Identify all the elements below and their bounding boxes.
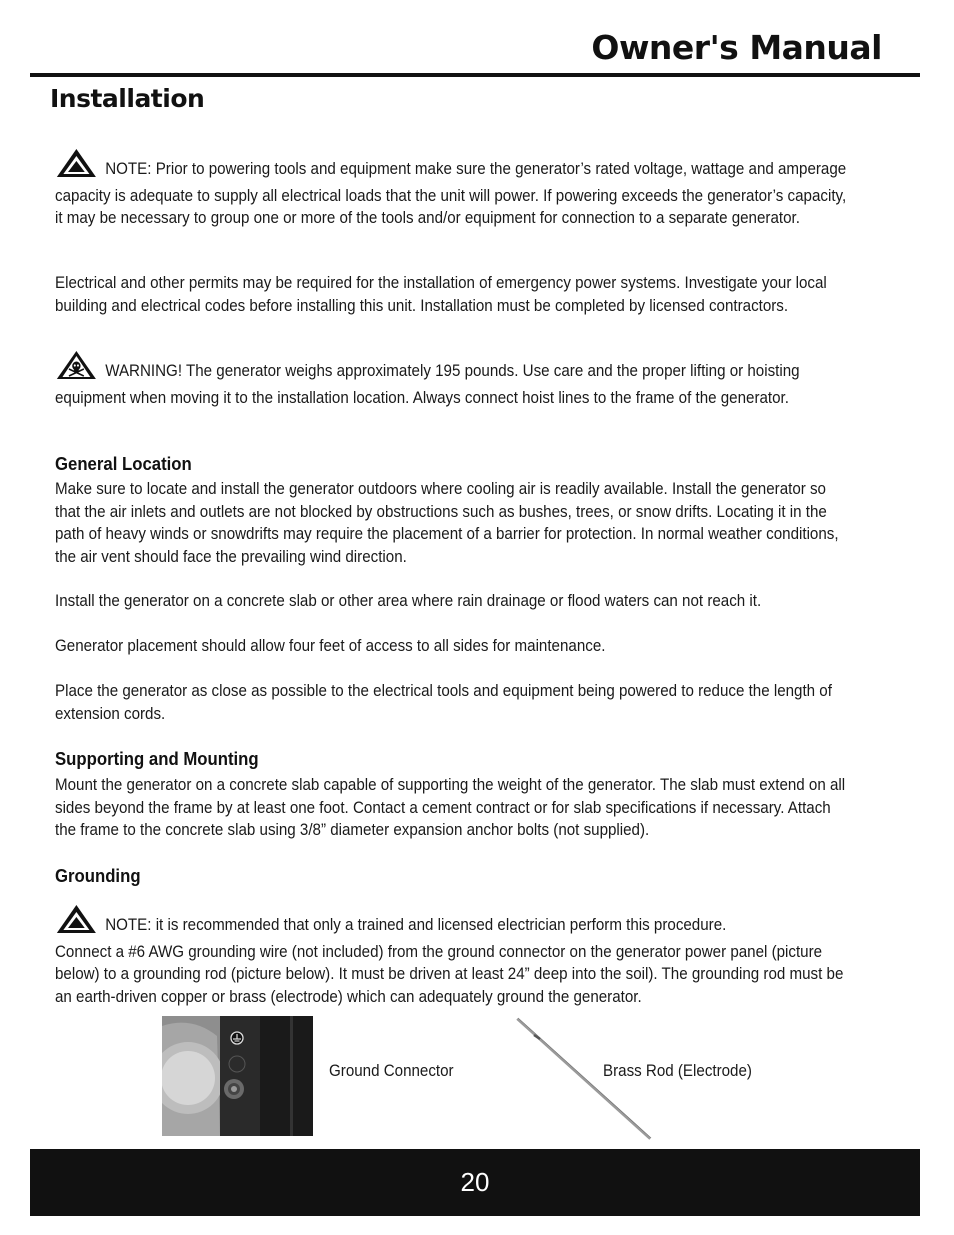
note-text: NOTE: Prior to powering tools and equipment make sure the generator’s rated voltage, wattage and amperage capacity is adequate to supply all electrical loads that the unit will power. If powering exceeds the generator’s capacity, it may be necessary to group one or more of the tools and/or equipment for connection to a separate generator. xyxy=(55,160,847,228)
warning-paragraph xyxy=(55,350,855,409)
general-location-p4: Place the generator as close as possible to the electrical tools and equipment being powered to reduce the length of extension cords. xyxy=(55,682,832,723)
general-location-p3: Generator placement should allow four feet of access to all sides for maintenance. xyxy=(55,637,606,655)
ground-connector-photo xyxy=(162,1016,313,1136)
general-location-p1: Make sure to locate and install the generator outdoors where cooling air is readily available. Install the generator so that the air inlets and outlets are not blocked by obstructions such as bushes, trees, or snow drifts. Locating it in the path of heavy winds or snowdrifts may require the placement of a barrier for protection. In normal weather conditions, the air vent should face the prevailing wind direction. xyxy=(55,480,839,566)
header-rule xyxy=(30,73,920,77)
brass-rod-caption: Brass Rod (Electrode) xyxy=(603,1062,752,1080)
grounding-paragraph xyxy=(55,904,855,1008)
grounding-note-text: NOTE: it is recommended that only a trained and licensed electrician perform this procedure. xyxy=(105,916,727,934)
grounding-body-text: Connect a #6 AWG grounding wire (not included) from the ground connector on the generator power panel (picture below) to a grounding rod (picture below). It must be driven at least 24” deep into the soil). The grounding rod must be an earth-driven copper or brass (electrode) which can adequately ground the generator. xyxy=(55,942,844,1006)
general-location-heading: General Location xyxy=(55,454,192,474)
supporting-heading: Supporting and Mounting xyxy=(55,749,259,769)
caution-triangle-icon xyxy=(55,148,98,185)
manual-title: Owner's Manual xyxy=(591,28,882,67)
caution-triangle-icon xyxy=(55,904,98,941)
section-title: Installation xyxy=(50,84,205,113)
skull-crossbones-icon xyxy=(55,350,98,387)
grounding-heading: Grounding xyxy=(55,866,141,886)
page-number: 20 xyxy=(460,1167,490,1197)
note-paragraph xyxy=(55,148,855,230)
warning-text: WARNING! The generator weighs approximately 195 pounds. Use care and the proper lifting or hoisting equipment when moving it to the installation location. Always connect hoist lines to the frame of the generator. xyxy=(55,362,800,407)
supporting-p1: Mount the generator on a concrete slab capable of supporting the weight of the generator. The slab must extend on all sides beyond the frame by at least one foot. Contact a cement contract or for slab specifications if necessary. Attach the frame to the concrete slab using 3/8” diameter expansion anchor bolts (not supplied). xyxy=(55,776,846,840)
permits-paragraph: Electrical and other permits may be required for the installation of emergency power systems. Investigate your local building and electrical codes before installing this unit. Installation must be completed by licensed contractors. xyxy=(55,274,827,315)
general-location-p2: Install the generator on a concrete slab or other area where rain drainage or flood waters can not reach it. xyxy=(55,592,762,610)
ground-connector-caption: Ground Connector xyxy=(329,1062,454,1080)
footer-bar xyxy=(30,1149,920,1216)
